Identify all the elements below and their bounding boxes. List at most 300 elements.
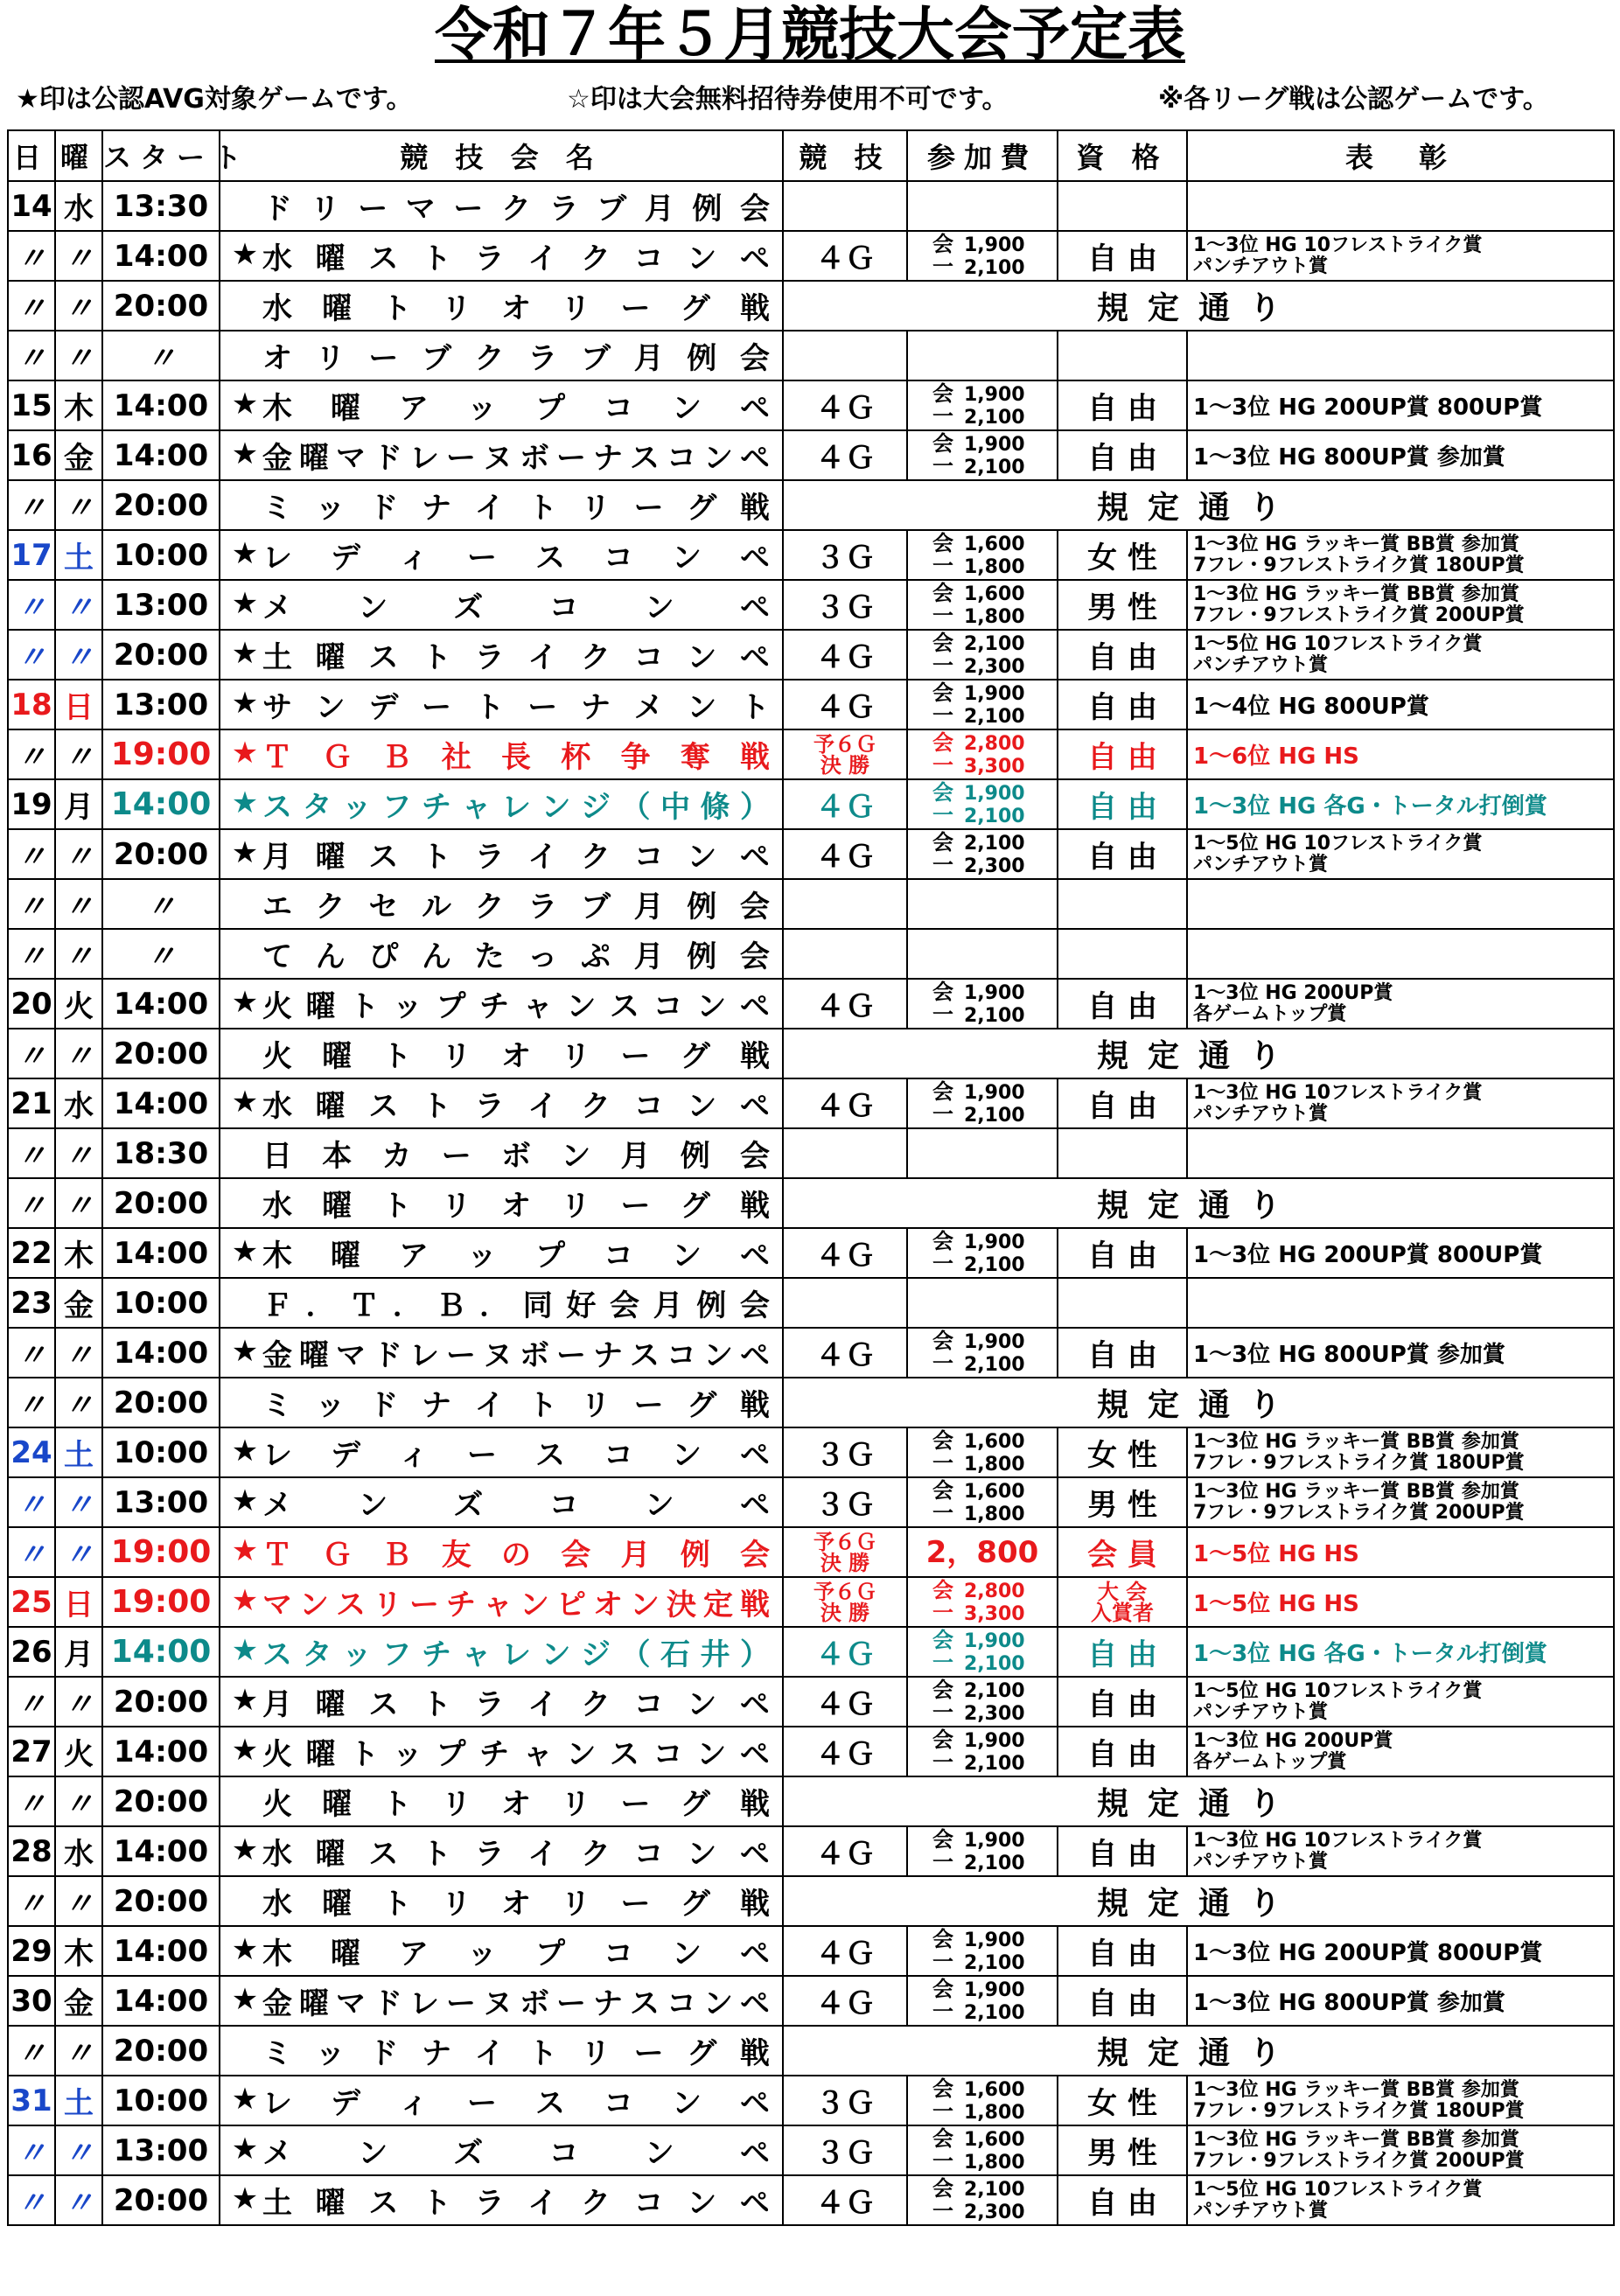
- event-name-char: ン: [541, 1637, 571, 1672]
- event-name-char: ン: [672, 1937, 702, 1971]
- qual-cell: 自 由: [1058, 729, 1187, 779]
- event-name-char: オ: [262, 341, 292, 376]
- start-time-cell: 19:00: [102, 1577, 220, 1627]
- event-name-char: ン: [672, 1438, 702, 1473]
- start-time-cell: 13:00: [102, 580, 220, 630]
- start-time-cell: 〃: [102, 929, 220, 979]
- start-time-cell: 20:00: [102, 630, 220, 680]
- table-row: [8, 1178, 1614, 1228]
- qual-cell: 女 性: [1058, 530, 1187, 580]
- event-name-char: ト: [421, 1837, 451, 1872]
- table-row: [8, 779, 1614, 829]
- event-name-char: デ: [368, 690, 399, 725]
- event-name-char: 例: [680, 1538, 710, 1573]
- start-time-cell: 〃: [102, 331, 220, 380]
- award-line: パンチアウト賞: [1193, 255, 1329, 277]
- event-name-char: 例: [687, 939, 717, 974]
- event-name-char: ー: [633, 2036, 664, 2071]
- event-name-cell: [220, 929, 783, 979]
- event-name-char: レ: [501, 790, 531, 825]
- event-name-char: ．: [392, 1288, 422, 1323]
- event-name-char: ー: [446, 441, 476, 476]
- event-name-text: [262, 883, 770, 925]
- start-time-cell: 14:00: [102, 779, 220, 829]
- award-cell: 1～3位 HG 800UP賞 参加賞: [1187, 430, 1614, 480]
- event-name-char: ク: [580, 1089, 611, 1124]
- header-qual: 資 格: [1058, 130, 1187, 181]
- event-name-char: コ: [548, 590, 579, 625]
- dow-cell: 〃: [55, 1876, 102, 1926]
- event-name-char: タ: [302, 1637, 332, 1672]
- event-name-char: ト: [421, 1089, 451, 1124]
- event-name-char: ー: [620, 1787, 651, 1822]
- fee-member-line: [932, 729, 1057, 755]
- event-name-char: 水: [262, 291, 292, 326]
- comp-cell: ３Ｇ: [783, 1477, 907, 1527]
- event-name-char: 好: [566, 1288, 597, 1323]
- award-line: パンチアウト賞: [1193, 1700, 1329, 1723]
- event-name-char: ペ: [739, 590, 770, 625]
- event-name-char: ト: [527, 1388, 558, 1423]
- star-icon: ★: [231, 237, 259, 272]
- event-name-cell: [220, 1328, 783, 1378]
- fee-general-label: 一: [932, 752, 953, 778]
- comp-cell: [783, 1128, 907, 1178]
- event-name-char: 例: [687, 341, 717, 376]
- event-name-char: ー: [633, 491, 664, 526]
- fee-member-line: [932, 2175, 1057, 2201]
- event-name-char: た: [474, 939, 505, 974]
- award-line: 各ゲームトップ賞: [1193, 1750, 1347, 1773]
- event-name-char: ク: [474, 890, 505, 925]
- event-name-char: グ: [680, 291, 710, 326]
- event-name-char: 会: [739, 939, 770, 974]
- event-name-text: [262, 1381, 770, 1424]
- event-name-char: ト: [739, 690, 770, 725]
- table-row: [8, 281, 1614, 331]
- event-name-char: ブ: [597, 192, 627, 227]
- fee-cell: [907, 231, 1058, 281]
- fee-member-line: [932, 779, 1057, 805]
- fee-cell: [907, 2175, 1058, 2225]
- event-name-char: チ: [446, 1588, 476, 1623]
- comp-cell: ４Ｇ: [783, 1976, 907, 2026]
- qual-cell: 自 由: [1058, 231, 1187, 281]
- event-name-char: ボ: [501, 1139, 531, 1174]
- event-name-char: ス: [535, 1438, 565, 1473]
- event-name-cell: [220, 1727, 783, 1776]
- event-name-text: [262, 1680, 770, 1723]
- fee-member-value: 1,900: [964, 981, 1025, 1004]
- fee-member-line: [932, 580, 1057, 605]
- event-name-char: ャ: [522, 1737, 553, 1772]
- event-name-char: ン: [672, 1239, 702, 1274]
- fee-general-label: 一: [932, 1101, 953, 1127]
- event-name-char: 決: [667, 1588, 696, 1623]
- event-name-char: ー: [467, 541, 497, 576]
- comp-line: 決 勝: [820, 752, 870, 778]
- fee-member-label: 会: [932, 2175, 953, 2201]
- event-name-char: ン: [541, 790, 571, 825]
- award-cell: [1187, 1078, 1614, 1128]
- table-row: [8, 1328, 1614, 1378]
- award-line: 1～3位 HG 200UP賞: [1193, 1729, 1393, 1752]
- event-name-cell: [220, 2076, 783, 2125]
- table-row: [8, 879, 1614, 929]
- event-name-cell: [220, 979, 783, 1029]
- event-name-char: ペ: [739, 1488, 770, 1523]
- fee-cell: [907, 1826, 1058, 1876]
- fee-general-value: 2,100: [964, 1353, 1025, 1376]
- event-name-char: ー: [620, 1887, 651, 1922]
- fee-general-line: [932, 1450, 1057, 1476]
- comp-cell: ４Ｇ: [783, 779, 907, 829]
- event-name-char: 金: [262, 1338, 292, 1373]
- fee-member-line: [932, 1427, 1057, 1453]
- award-cell: [1187, 2125, 1614, 2175]
- fee-general-line: [932, 1001, 1057, 1027]
- day-cell: 〃: [8, 1776, 55, 1826]
- event-name-char: プ: [535, 1239, 565, 1274]
- award-cell: [1187, 580, 1614, 630]
- fee-general-value: 2,100: [964, 406, 1025, 429]
- event-name-char: イ: [474, 1388, 505, 1423]
- comp-cell: ４Ｇ: [783, 430, 907, 480]
- event-name-char: レ: [501, 1637, 531, 1672]
- day-cell: 〃: [8, 1677, 55, 1727]
- qual-cell: [1058, 929, 1187, 979]
- qual-cell: 自 由: [1058, 1627, 1187, 1677]
- award-line: 1～3位 HG ラッキー賞 BB賞 参加賞: [1193, 583, 1519, 605]
- event-name-char: ナ: [593, 1986, 623, 2021]
- day-cell: 14: [8, 181, 55, 231]
- table-row: [8, 181, 1614, 231]
- fee-member-line: [932, 1477, 1057, 1503]
- fee-general-label: 一: [932, 1450, 953, 1476]
- event-name-char: ラ: [527, 890, 558, 925]
- event-name-char: ド: [262, 192, 292, 227]
- event-name-char: ）: [740, 1637, 770, 1672]
- qual-cell: 自 由: [1058, 380, 1187, 430]
- fee-general-line: [932, 256, 1057, 279]
- event-name-char: リ: [310, 192, 340, 227]
- event-name-char: ッ: [392, 989, 422, 1024]
- event-name-char: ン: [687, 1687, 717, 1722]
- dow-cell: 〃: [55, 729, 102, 779]
- table-row: [8, 1577, 1614, 1627]
- fee-member-label: 会: [932, 1577, 953, 1602]
- comp-cell: ３Ｇ: [783, 2076, 907, 2125]
- fee-general-line: [932, 555, 1057, 578]
- comp-cell: ４Ｇ: [783, 1328, 907, 1378]
- award-line: 1～5位 HG 10フレストライク賞: [1193, 2178, 1483, 2201]
- comp-cell: ４Ｇ: [783, 1677, 907, 1727]
- event-name-char: 木: [262, 391, 292, 426]
- fee-member-line: [932, 1926, 1057, 1951]
- event-name-text: [262, 1032, 770, 1075]
- event-name-char: ク: [580, 840, 611, 875]
- event-name-char: ン: [687, 2186, 717, 2221]
- event-name-char: 火: [262, 1039, 292, 1074]
- qual-cell: 自 由: [1058, 1976, 1187, 2026]
- fee-general-line: [932, 702, 1057, 728]
- fee-member-label: 会: [932, 2076, 953, 2101]
- event-name-char: の: [501, 1538, 531, 1573]
- comp-cell: [783, 1278, 907, 1328]
- fee-general-value: 2,100: [964, 1004, 1025, 1027]
- event-name-char: ー: [441, 1139, 471, 1174]
- fee-member-line: [932, 2125, 1057, 2151]
- award-cell: [1187, 331, 1614, 380]
- event-name-text: [262, 583, 770, 626]
- star-icon: ★: [231, 1234, 259, 1269]
- award-line: パンチアウト賞: [1193, 653, 1329, 676]
- start-time-cell: 20:00: [102, 2175, 220, 2225]
- event-name-char: ト: [381, 1039, 412, 1074]
- star-icon: ★: [231, 835, 259, 870]
- event-name-char: ．: [305, 1288, 336, 1323]
- event-name-char: 例: [696, 1288, 727, 1323]
- star-icon: ★: [231, 785, 259, 820]
- event-name-char: デ: [331, 2086, 360, 2121]
- fee-member-label: 会: [932, 1627, 953, 1652]
- event-name-char: ン: [630, 1588, 660, 1623]
- event-name-text: [262, 982, 770, 1025]
- dow-cell: 火: [55, 979, 102, 1029]
- event-name-char: 争: [620, 740, 651, 775]
- event-name-char: リ: [561, 1039, 591, 1074]
- table-row: [8, 480, 1614, 530]
- event-name-char: チ: [479, 989, 510, 1024]
- comp-cell: ４Ｇ: [783, 1727, 907, 1776]
- event-name-char: ヌ: [483, 441, 513, 476]
- event-name-char: ス: [535, 541, 565, 576]
- event-name-char: メ: [633, 690, 664, 725]
- event-name-char: ー: [409, 1588, 439, 1623]
- day-cell: 26: [8, 1627, 55, 1677]
- table-row: [8, 929, 1614, 979]
- fee-cell: [907, 979, 1058, 1029]
- start-time-cell: 13:00: [102, 680, 220, 729]
- event-name-cell: [220, 480, 783, 530]
- event-name-char: メ: [262, 1488, 292, 1523]
- fee-general-value: 2,100: [964, 1104, 1025, 1127]
- comp-cell: ４Ｇ: [783, 2175, 907, 2225]
- fee-general-line: [932, 2098, 1057, 2124]
- fee-cell: [907, 630, 1058, 680]
- star-icon: ★: [231, 636, 259, 671]
- event-name-char: ャ: [522, 989, 553, 1024]
- event-name-char: プ: [535, 1937, 565, 1971]
- event-name-char: 月: [633, 341, 664, 376]
- schedule-table: [7, 129, 1615, 2226]
- fee-general-label: 一: [932, 1949, 953, 1974]
- event-name-char: ト: [527, 491, 558, 526]
- star-icon: ★: [231, 436, 259, 471]
- award-cell: [1187, 231, 1614, 281]
- event-name-char: カ: [381, 1139, 412, 1174]
- comp-line: 予６Ｇ: [813, 731, 876, 757]
- fee-general-label: 一: [932, 1650, 953, 1675]
- event-name-char: 本: [322, 1139, 353, 1174]
- event-name-char: 会: [739, 192, 770, 227]
- event-name-cell: [220, 430, 783, 480]
- event-name-char: ー: [467, 1438, 497, 1473]
- rule-cell: 規定通り: [783, 1876, 1614, 1926]
- event-name-cell: [220, 680, 783, 729]
- event-name-cell: [220, 729, 783, 779]
- table-row: [8, 1527, 1614, 1577]
- event-name-char: ミ: [262, 1388, 292, 1423]
- event-name-char: 月: [633, 939, 664, 974]
- fee-member-label: 会: [932, 1826, 953, 1852]
- event-name-char: ー: [453, 192, 484, 227]
- event-name-char: ス: [610, 989, 639, 1024]
- event-name-char: ク: [474, 341, 505, 376]
- event-name-char: イ: [527, 640, 558, 675]
- event-name-cell: [220, 1178, 783, 1228]
- event-name-char: ス: [368, 241, 399, 276]
- event-name-cell: [220, 1228, 783, 1278]
- table-row: [8, 2175, 1614, 2225]
- event-name-char: ペ: [740, 1438, 770, 1473]
- star-icon: ★: [231, 2132, 259, 2167]
- event-name-char: ー: [446, 1986, 476, 2021]
- event-name-text: [262, 1331, 770, 1374]
- fee-general-value: 2,100: [964, 705, 1025, 728]
- star-icon: ★: [231, 387, 259, 422]
- start-time-cell: 〃: [102, 879, 220, 929]
- star-icon: ★: [231, 686, 259, 721]
- dow-cell: 〃: [55, 929, 102, 979]
- award-line: 1～5位 HG 10フレストライク賞: [1193, 1679, 1483, 1702]
- fee-general-line: [932, 802, 1057, 827]
- comp-cell: [783, 331, 907, 380]
- table-row: [8, 1776, 1614, 1826]
- qual-cell: 女 性: [1058, 2076, 1187, 2125]
- qual-cell: [1058, 181, 1187, 231]
- event-name-char: イ: [527, 2186, 558, 2221]
- qual-cell: [1058, 1278, 1187, 1328]
- comp-cell: ４Ｇ: [783, 1078, 907, 1128]
- rule-cell: 規定通り: [783, 480, 1614, 530]
- event-name-char: Ｇ: [322, 1538, 353, 1573]
- start-time-cell: 14:00: [102, 231, 220, 281]
- fee-general-value: 2,300: [964, 1702, 1025, 1725]
- event-name-char: コ: [633, 2186, 664, 2221]
- event-name-char: 石: [660, 1637, 690, 1672]
- page-title: 令和７年５月競技大会予定表: [435, 1, 1185, 68]
- event-name-char: グ: [687, 491, 717, 526]
- event-name-char: オ: [501, 1039, 531, 1074]
- fee-general-label: 一: [932, 852, 953, 877]
- star-icon: ★: [231, 536, 259, 571]
- star-icon: ★: [231, 1633, 259, 1668]
- fee-member-value: 1,900: [964, 383, 1025, 406]
- qual-cell: 自 由: [1058, 979, 1187, 1029]
- comp-line: 予６Ｇ: [813, 1529, 876, 1554]
- event-name-char: 水: [262, 1089, 292, 1124]
- qual-cell: 自 由: [1058, 630, 1187, 680]
- comp-cell: [783, 1527, 907, 1577]
- event-name-char: 杯: [561, 740, 591, 775]
- event-name-char: リ: [580, 2036, 611, 2071]
- qual-cell: [1058, 879, 1187, 929]
- comp-cell: ３Ｇ: [783, 2125, 907, 2175]
- event-name-char: ト: [381, 1887, 412, 1922]
- event-name-text: [262, 384, 770, 427]
- event-name-char: コ: [667, 1338, 696, 1373]
- event-name-char: ス: [336, 1588, 366, 1623]
- event-name-char: ミ: [262, 491, 292, 526]
- event-name-char: コ: [667, 1986, 696, 2021]
- day-cell: 〃: [8, 1029, 55, 1078]
- comp-cell: [783, 1577, 907, 1627]
- table-row: [8, 829, 1614, 879]
- award-line: 1～3位 HG 10フレストライク賞: [1193, 234, 1483, 256]
- event-name-char: ー: [556, 1338, 586, 1373]
- qual-cell: 自 由: [1058, 1926, 1187, 1976]
- day-cell: 〃: [8, 1178, 55, 1228]
- rule-cell: 規定通り: [783, 2026, 1614, 2076]
- event-name-char: 戦: [739, 491, 770, 526]
- award-cell: 1～3位 HG 800UP賞 参加賞: [1187, 1328, 1614, 1378]
- event-name-char: ッ: [315, 491, 346, 526]
- event-name-char: ペ: [739, 1737, 770, 1772]
- fee-member-value: 1,600: [964, 583, 1025, 605]
- event-name-char: 曜: [315, 241, 346, 276]
- event-name-char: コ: [633, 1089, 664, 1124]
- qual-cell: [1058, 331, 1187, 380]
- event-name-char: Ｇ: [322, 740, 353, 775]
- start-time-cell: 20:00: [102, 1178, 220, 1228]
- event-name-char: グ: [687, 2036, 717, 2071]
- table-row: [8, 1876, 1614, 1926]
- event-name-char: っ: [527, 939, 558, 974]
- award-line: パンチアウト賞: [1193, 2199, 1329, 2222]
- event-name-char: 定: [703, 1588, 733, 1623]
- event-name-cell: [220, 1427, 783, 1477]
- comp-cell: ４Ｇ: [783, 829, 907, 879]
- award-cell: [1187, 1278, 1614, 1328]
- fee-general-label: 一: [932, 2148, 953, 2174]
- table-row: [8, 1228, 1614, 1278]
- event-name-char: ピ: [556, 1588, 586, 1623]
- award-cell: 1～3位 HG 200UP賞 800UP賞: [1187, 1228, 1614, 1278]
- fee-member-label: 会: [932, 1926, 953, 1951]
- event-name-char: チ: [479, 1737, 510, 1772]
- event-name-char: ン: [561, 1139, 591, 1174]
- event-name-char: ク: [580, 2186, 611, 2221]
- event-name-text: [262, 1132, 770, 1175]
- event-name-char: ク: [580, 1687, 611, 1722]
- event-name-char: ラ: [474, 840, 505, 875]
- event-name-char: デ: [331, 541, 360, 576]
- fee-cell: [907, 2076, 1058, 2125]
- fee-cell: [907, 1627, 1058, 1677]
- event-name-text: [262, 234, 770, 277]
- event-name-char: 曜: [305, 1737, 336, 1772]
- fee-general-label: 一: [932, 1849, 953, 1874]
- event-name-char: リ: [373, 1588, 402, 1623]
- start-time-cell: 20:00: [102, 1378, 220, 1427]
- event-name-char: ボ: [520, 1338, 549, 1373]
- event-name-char: ィ: [399, 541, 429, 576]
- event-name-char: 金: [262, 1986, 292, 2021]
- fee-general-label: 一: [932, 254, 953, 279]
- event-name-char: ペ: [740, 1338, 770, 1373]
- fee-general-line: [932, 1602, 1057, 1625]
